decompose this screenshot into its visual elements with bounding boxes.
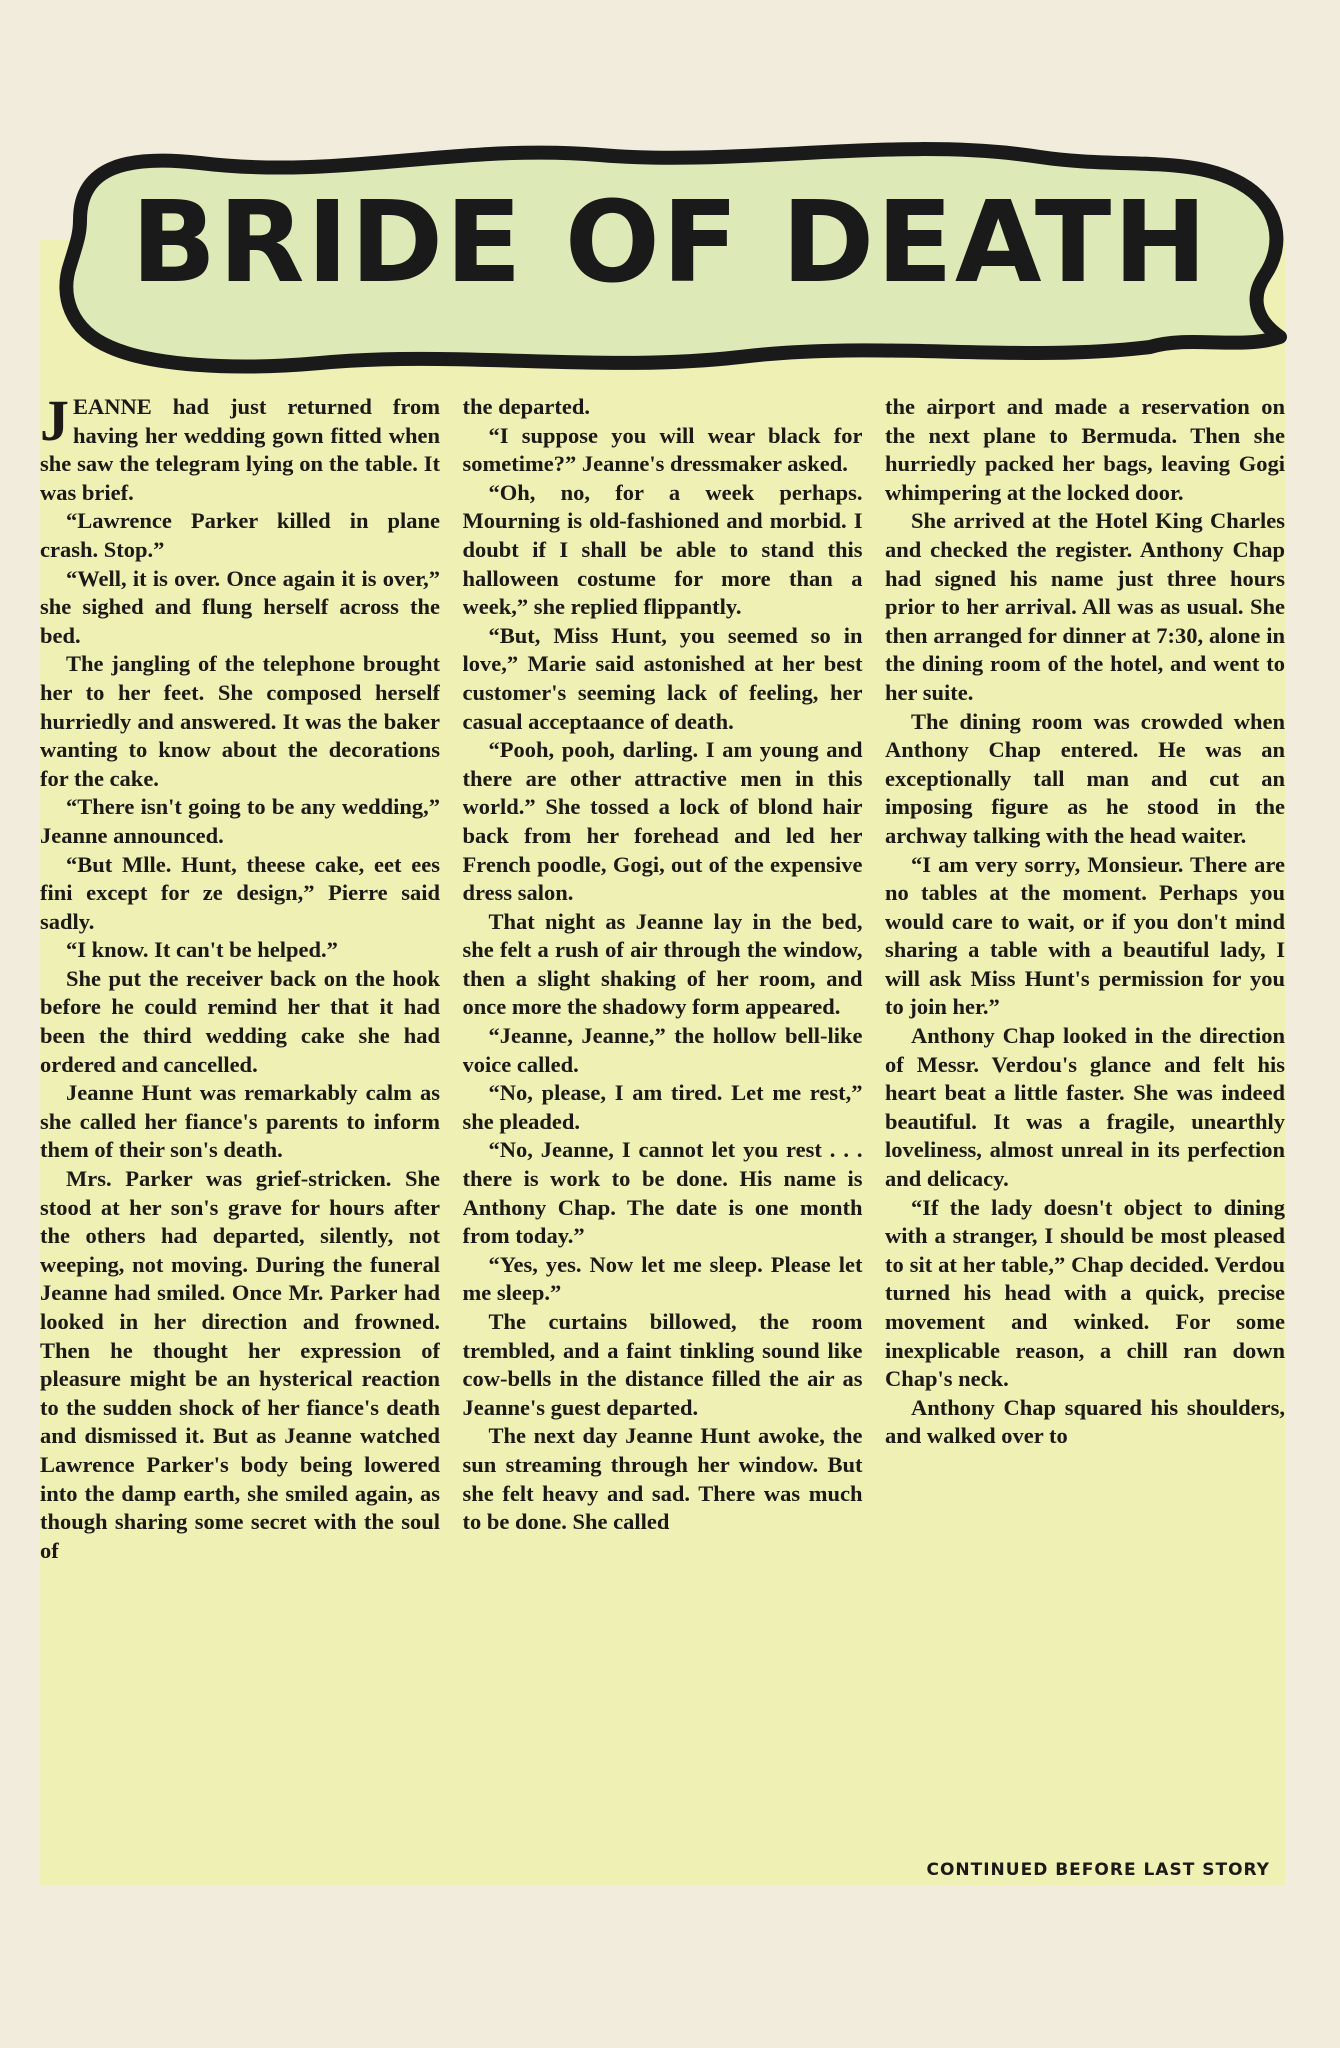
paragraph: “I suppose you will wear black for sometime?” Jeanne's dressmaker asked. (462, 422, 863, 477)
paragraph: Anthony Chap squared his shoulders, and walked over to (885, 1394, 1285, 1449)
column-2 (463, 393, 863, 1843)
paragraph: “Oh, no, for a week perhaps. Mourning is old-fashioned and morbid. I doubt if I shall be able to stand this halloween costume for more than a week,” she replied flippantly. (462, 479, 863, 620)
paragraph: The next day Jeanne Hunt awoke, the sun streaming through her window. But she felt heavy and sad. There was much to be done. She called (462, 1423, 863, 1535)
column-1 (40, 393, 440, 1843)
paragraph: “There isn't going to be any wedding,” Jeanne announced. (40, 794, 440, 848)
paragraph: “If the lady doesn't object to dining with a stranger, I should be most pleased to sit at her table,” Chap decided. Verdou turned his head with a quick, precise movement and winked. For some inexplicable reason, a chill ran down Chap's neck. (885, 1194, 1285, 1392)
paragraph: That night as Jeanne lay in the bed, she felt a rush of air through the window, then a slight shaking of her room, and once more the shadowy form appeared. (462, 908, 863, 1020)
paragraph: “I know. It can't be helped.” (66, 937, 338, 963)
story-title: BRIDE OF DEATH (130, 178, 1210, 308)
paragraph: “Lawrence Parker killed in plane crash. Stop.” (40, 508, 440, 562)
continued-note: CONTINUED BEFORE LAST STORY (926, 1860, 1270, 1880)
paragraph: “But Mlle. Hunt, theese cake, eet ees fini except for ze design,” Pierre said sadly. (40, 851, 440, 934)
paragraph: She put the receiver back on the hook before he could remind her that it had been the third wedding cake she had ordered and cancelled. (40, 965, 440, 1077)
story-columns (40, 393, 1285, 1843)
paragraph: “But, Miss Hunt, you seemed so in love,” Marie said astonished at her best customer's seeming lack of feeling, her casual acceptaance of death. (462, 622, 863, 734)
paragraph: the departed. (462, 394, 590, 419)
paragraph: The dining room was crowded when Anthony Chap entered. He was an exceptionally tall man and cut an imposing figure as he stood in the archway talking with the head waiter. (885, 708, 1285, 848)
paragraph: “I am very sorry, Monsieur. There are no tables at the moment. Perhaps you would care to wait, or if you don't mind sharing a table with a beautiful lady, I will ask Miss Hunt's permission for you to join her.” (885, 851, 1285, 1020)
paragraph: She arrived at the Hotel King Charles and checked the register. Anthony Chap had signed his name just three hours prior to her arrival. All was as usual. She then arranged for dinner at 7:30, alone in the dining room of the hotel, and went to her suite. (885, 508, 1285, 705)
paragraph: The jangling of the telephone brought her to her feet. She composed herself hurriedly and answered. It was the baker wanting to know about the decorations for the cake. (40, 651, 440, 791)
paragraph: JEANNE had just returned from having her wedding gown fitted when she saw the telegram lying on the table. It was brief. (40, 393, 440, 505)
paragraph: “No, please, I am tired. Let me rest,” she pleaded. (462, 1080, 863, 1134)
paragraph: Anthony Chap looked in the direction of Messr. Verdou's glance and felt his heart beat a little faster. She was indeed beautiful. It was a fragile, unearthly loveliness, almost unreal in its perfection and delicacy. (885, 1023, 1285, 1192)
column-3 (885, 393, 1285, 1843)
paragraph: “Well, it is over. Once again it is over,” she sighed and flung herself across the bed. (40, 565, 440, 648)
title-banner (40, 125, 1300, 375)
paragraph: “No, Jeanne, I cannot let you rest . . . there is work to be done. His name is Anthony Chap. The date is one month from today.” (462, 1137, 863, 1249)
paragraph: “Yes, yes. Now let me sleep. Please let me sleep.” (462, 1251, 863, 1306)
paragraph: Jeanne Hunt was remarkably calm as she called her fiance's parents to inform them of their son's death. (40, 1080, 440, 1163)
paragraph: The curtains billowed, the room trembled, and a faint tinkling sound like cow-bells in the distance filled the air as Jeanne's guest departed. (462, 1309, 863, 1420)
paragraph: “Jeanne, Jeanne,” the hollow bell-like voice called. (462, 1023, 863, 1077)
paragraph: “Pooh, pooh, darling. I am young and there are other attractive men in this world.” She tossed a lock of blond hair back from her forehead and led her French poodle, Gogi, out of the expensive dress salon. (462, 737, 863, 906)
paragraph: the airport and made a reservation on the next plane to Bermuda. Then she hurriedly packed her bags, leaving Gogi whimpering at the locked door. (885, 394, 1285, 505)
drop-cap: J (40, 393, 69, 453)
paragraph: Mrs. Parker was grief-stricken. She stood at her son's grave for hours after the others had departed, silently, not weeping, not moving. During the funeral Jeanne had smiled. Once Mr. Parker had looked in her direction and frowned. Then he thought her expression of pleasure might be an hysterical reaction to the sudden shock of her fiance's death and dismissed it. But as Jeanne watched Lawrence Parker's body being lowered into the damp earth, she smiled again, as though sharing some secret with the soul of (40, 1166, 440, 1563)
